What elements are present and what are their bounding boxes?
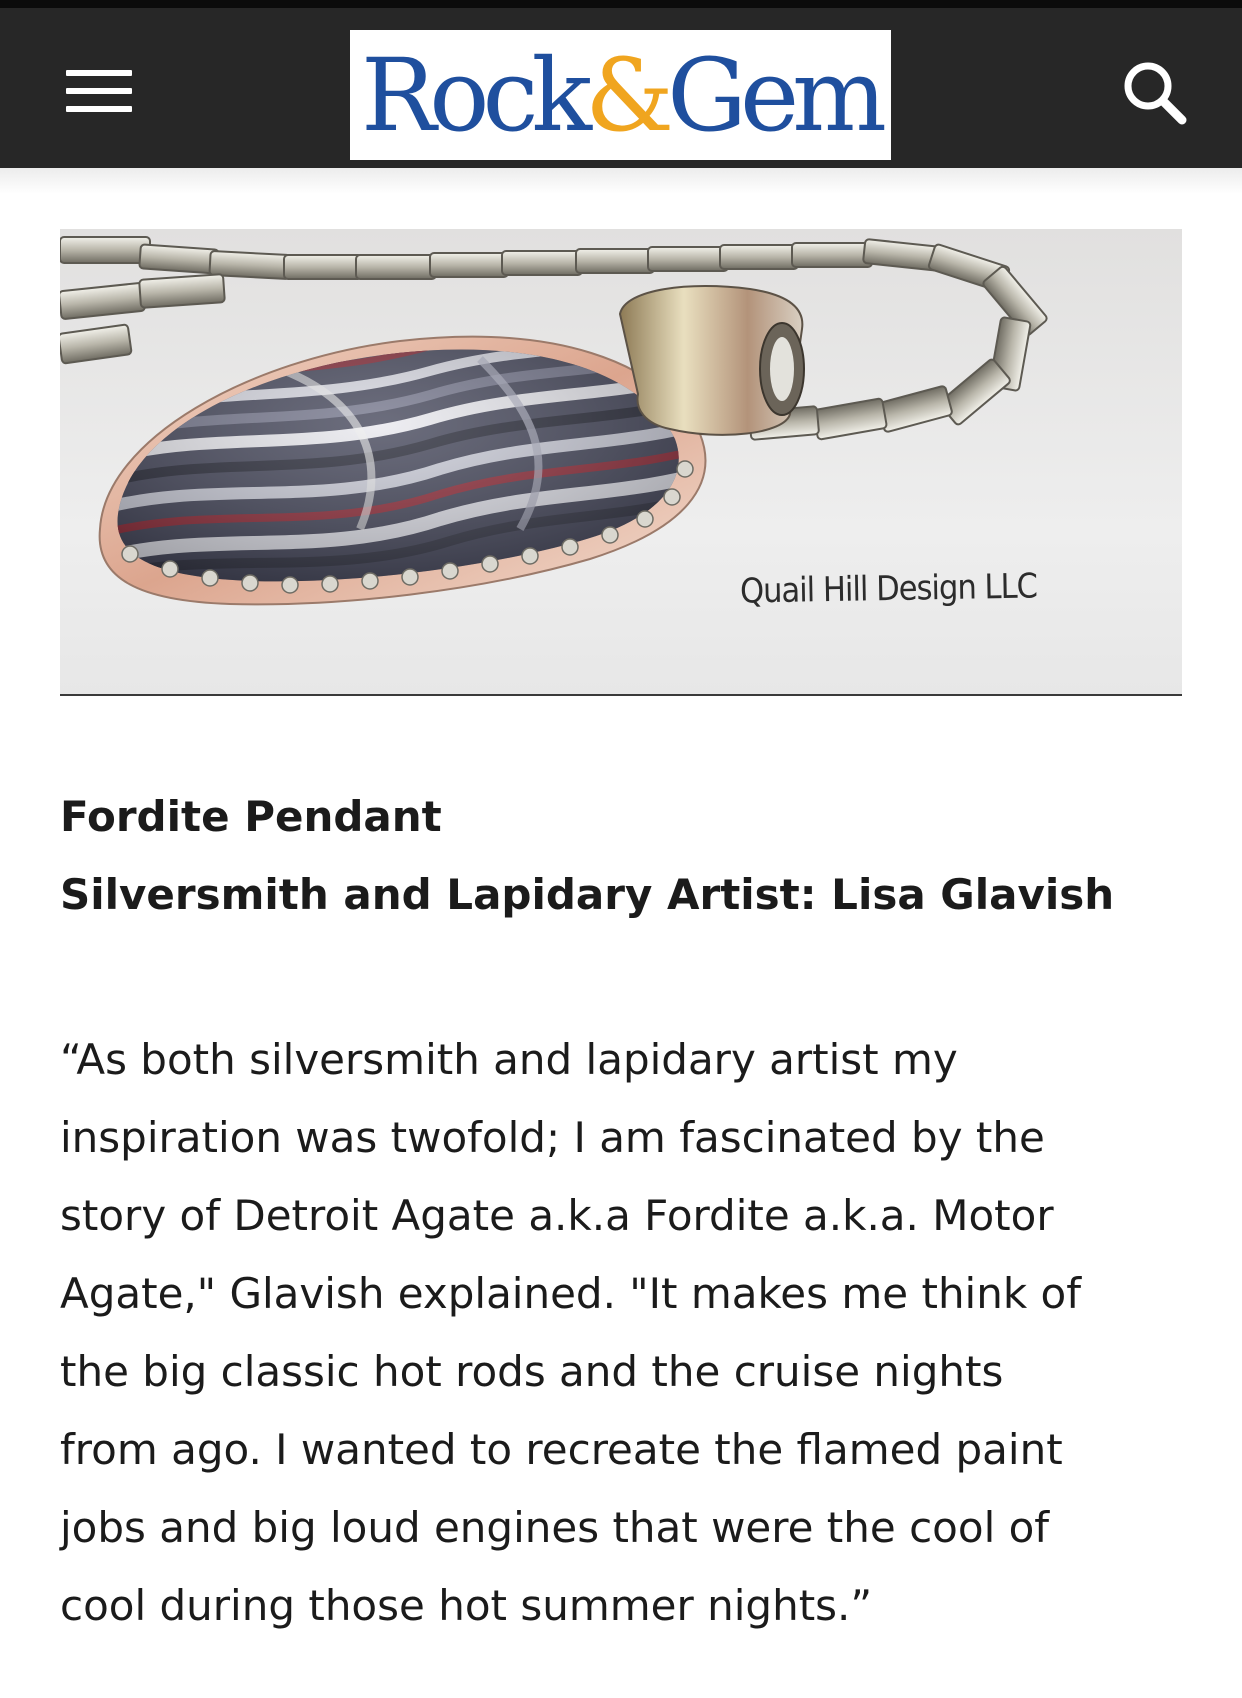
logo-part-gem: Gem [667, 37, 880, 154]
logo-wordmark [360, 37, 880, 154]
paragraph-line: Agate," Glavish explained. "It makes me think of [60, 1269, 1082, 1318]
paragraph-line: story of Detroit Agate a.k.a Fordite a.k.a. Motor [60, 1191, 1054, 1240]
top-navigation-bar [0, 0, 1242, 168]
menu-line [66, 88, 132, 94]
paragraph-line: cool during those hot summer nights.” [60, 1581, 873, 1630]
paragraph-line: “As both silversmith and lapidary artist my [60, 1035, 958, 1084]
article-paragraph [60, 1021, 1190, 1645]
header-shadow [0, 168, 1242, 194]
search-icon[interactable] [1118, 56, 1192, 130]
menu-line [66, 70, 132, 76]
paragraph-line: jobs and big loud engines that were the cool of [60, 1503, 1050, 1552]
hamburger-menu-icon[interactable] [60, 60, 138, 122]
caption-artist: Silversmith and Lapidary Artist: Lisa Glavish [60, 870, 1115, 919]
caption-title: Fordite Pendant [60, 792, 442, 841]
paragraph-line: inspiration was twofold; I am fascinated by the [60, 1113, 1045, 1162]
menu-line [66, 106, 132, 112]
paragraph-line: the big classic hot rods and the cruise nights [60, 1347, 1004, 1396]
site-logo[interactable] [350, 30, 891, 160]
logo-ampersand: & [585, 37, 668, 154]
pendant-bail [620, 286, 804, 435]
photo-watermark: Quail Hill Design LLC [739, 566, 1038, 612]
pendant-illustration [60, 229, 1182, 696]
paragraph-line: from ago. I wanted to recreate the flamed paint [60, 1425, 1063, 1474]
fordite-pendant-photo [60, 229, 1182, 696]
logo-part-rock: Rock [360, 37, 586, 154]
